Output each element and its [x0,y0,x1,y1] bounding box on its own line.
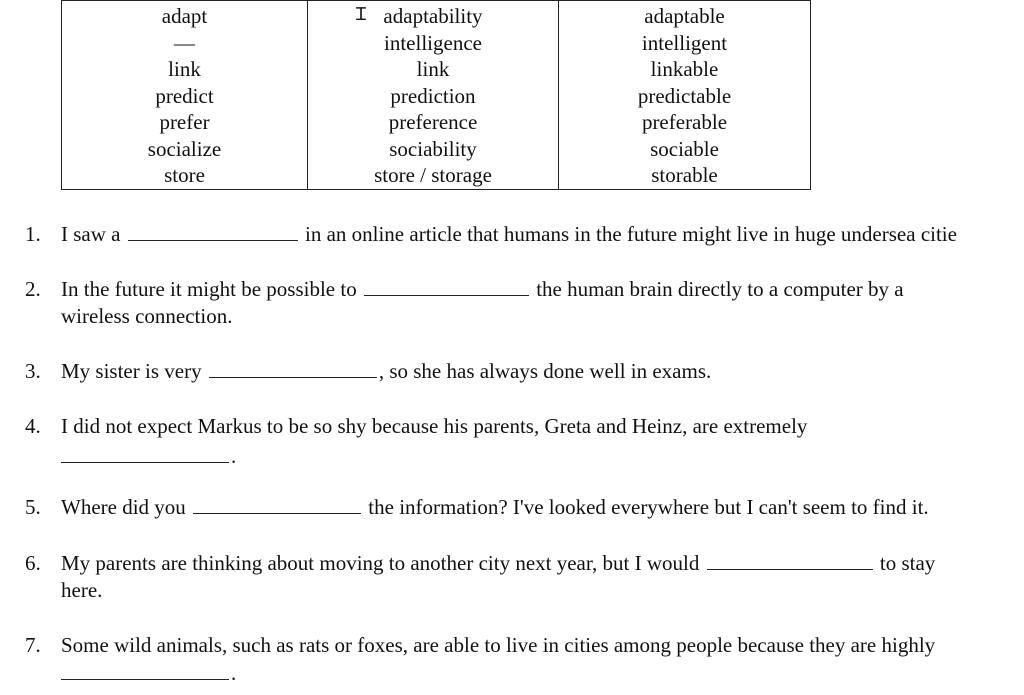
table-cell: linkable [650,57,719,81]
answer-blank[interactable] [364,281,529,296]
table-cell: preferable [641,110,728,134]
item-number: 3. [25,359,41,383]
table-cell: predictable [637,83,732,108]
item-number: 1. [25,222,41,246]
table-cell: intelligence [384,30,482,55]
item-text [61,413,807,440]
item-number: 4. [25,414,41,438]
table-cell: storable [651,163,718,187]
table-cell: preference [388,110,478,134]
item-text-after: , so she has always done well in exams. [378,359,712,383]
item-text [61,221,957,248]
answer-blank[interactable] [128,226,298,241]
table-cell: store [164,163,205,187]
item-text [61,550,935,577]
table-cell: sociability [389,136,477,161]
table-cell: — [174,30,195,55]
table-cell: link [416,57,450,81]
table-cell: sociable [650,136,719,161]
item-text-before: Where did you [61,495,186,519]
answer-blank[interactable] [209,363,377,378]
item-text-before: In the future it might be possible to [61,277,357,301]
table-cell: adaptable [644,4,725,28]
item-text-after: in an online article that humans in the future might live in huge undersea citie [304,222,957,246]
table-cell: store / storage [374,163,492,187]
table-cell: adapt [161,4,208,28]
answer-blank[interactable] [707,555,873,570]
item-number: 7. [25,633,41,657]
table-cell: intelligent [641,30,728,55]
item-text-before: My sister is very [61,359,202,383]
item-text-line2 [61,443,236,470]
item-text-before: I saw a [61,222,121,246]
table-cell: prediction [390,83,476,108]
item-text-after: the information? I've looked everywhere but I can't seem to find it. [368,495,929,519]
item-text [61,276,904,303]
answer-blank[interactable] [61,448,229,463]
item-text-line2: here. [61,578,103,602]
item-number: 5. [25,495,41,519]
text-cursor-icon: Ɪ [356,4,367,25]
table-cell: predict [155,83,214,108]
table-cell: socialize [147,136,222,161]
item-text [61,632,935,659]
item-number: 6. [25,551,41,575]
item-text [61,358,711,385]
item-text-after: . [231,444,237,468]
item-text-before: Some wild animals, such as rats or foxes, are able to live in cities among people because they are highly [61,633,936,657]
item-text-after: the human brain directly to a computer by a [536,277,904,301]
item-text-after: to stay [879,551,936,575]
table-cell: prefer [159,110,210,134]
item-text-after: . [231,661,237,685]
answer-blank[interactable] [193,499,361,514]
item-text-line2: wireless connection. [61,304,233,328]
item-text-before: I did not expect Markus to be so shy because his parents, Greta and Heinz, are extremely [61,414,808,438]
table-cell: adaptability [383,4,483,28]
answer-blank[interactable] [61,665,229,680]
item-text-before: My parents are thinking about moving to another city next year, but I would [61,551,700,575]
item-text [61,494,929,521]
item-text-line2 [61,660,236,687]
table-cell: link [168,57,201,81]
item-number: 2. [25,277,41,301]
